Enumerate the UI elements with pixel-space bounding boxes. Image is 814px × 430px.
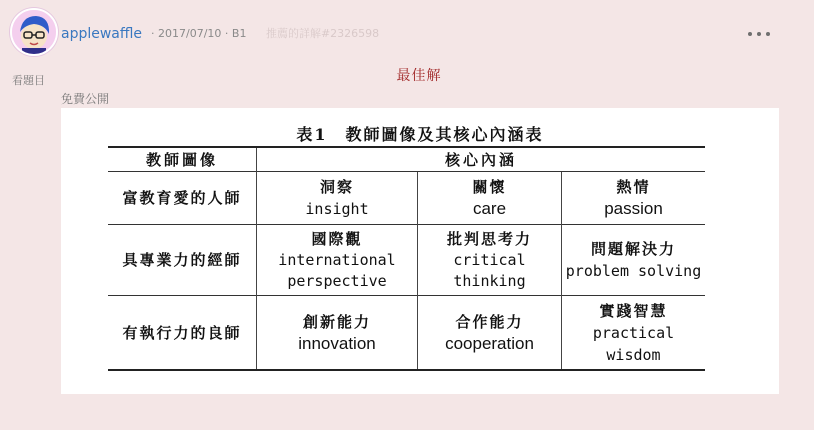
post-date: 2017/07/10 xyxy=(158,27,222,40)
more-options-icon[interactable] xyxy=(748,26,770,42)
author-name[interactable]: applewaffle xyxy=(61,26,143,42)
best-answer-label: 最佳解 xyxy=(396,68,442,84)
table-cell: 合作能力 cooperation xyxy=(445,312,534,353)
table-caption: 表1 教師圖像及其核心內涵表 xyxy=(296,125,544,144)
row-teacher-image: 有執行力的良師 xyxy=(122,323,242,342)
table-cell: 實踐智慧 practical wisdom xyxy=(592,301,675,364)
table-cell: 批判思考力 critical thinking xyxy=(446,229,532,290)
table-cell: 關懷 care xyxy=(472,178,507,218)
table-cell: 洞察 insight xyxy=(305,178,369,218)
avatar[interactable] xyxy=(10,8,58,56)
post-meta: · 2017/07/10 · B1 推薦的詳解#2326598 xyxy=(151,27,380,40)
header-core-meaning: 核心內涵 xyxy=(444,150,517,169)
view-question-link[interactable]: 看題目 xyxy=(12,74,45,87)
table-cell: 國際觀 international perspective xyxy=(278,229,396,290)
table-cell: 問題解決力 problem solving xyxy=(565,240,702,280)
answer-image xyxy=(61,108,779,394)
recommended-link[interactable]: 推薦的詳解#2326598 xyxy=(265,27,380,40)
table-cell: 創新能力 innovation xyxy=(298,312,376,353)
avatar-cartoon-icon xyxy=(12,10,56,54)
row-teacher-image: 富教育愛的人師 xyxy=(122,189,242,207)
header-teacher-image: 教師圖像 xyxy=(145,150,218,169)
free-public-label: 免費公開 xyxy=(61,92,110,106)
table-cell: 熱情 passion xyxy=(604,178,663,218)
table-bottom-rule xyxy=(108,369,705,371)
row-teacher-image: 具專業力的經師 xyxy=(122,251,242,269)
post-floor: B1 xyxy=(231,27,247,40)
